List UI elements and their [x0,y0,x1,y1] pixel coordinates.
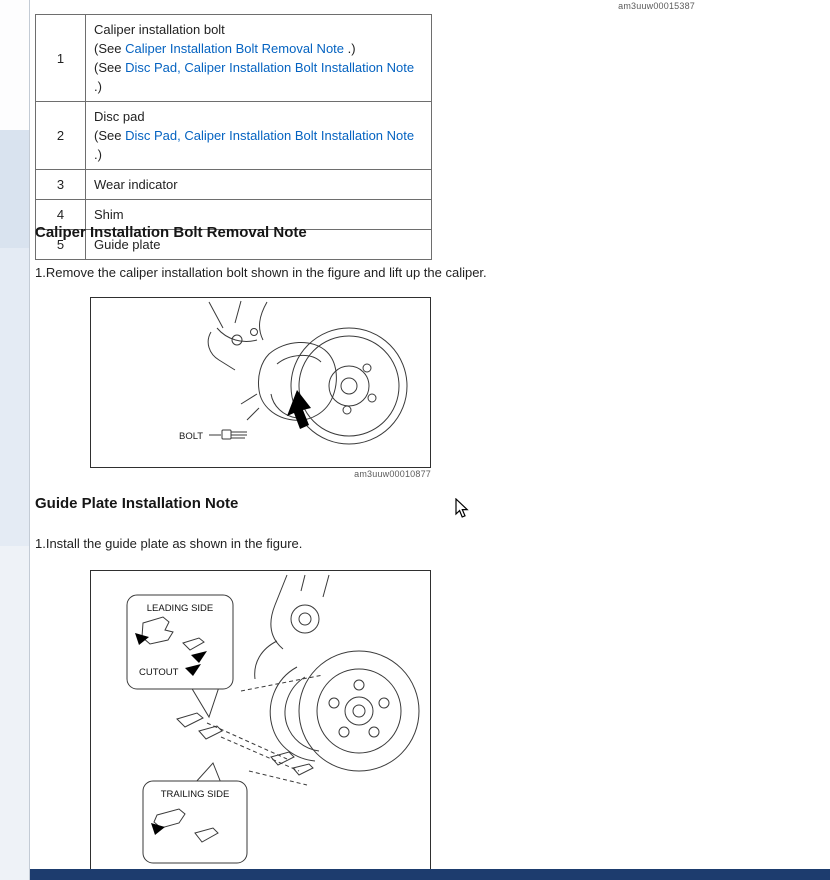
table-row [36,170,432,200]
side-strip-segment [0,0,29,130]
see-note-line [94,39,423,58]
background-window-bottom-edge [30,869,830,880]
see-suffix: .) [344,41,356,56]
link-caliper-installation-bolt-removal-note[interactable]: Caliper Installation Bolt Removal Note [125,41,345,56]
see-note-line [94,126,423,164]
figure-reference-code: am3uuw00010877 [354,469,431,479]
part-description-cell [86,15,432,102]
part-number: 1 [36,15,86,102]
side-strip-segment [0,546,29,880]
part-description-cell [86,170,432,200]
bolt-direction-arrow [287,390,311,429]
figure-caliper-bolt-removal [90,297,431,468]
part-name: Wear indicator [94,177,178,192]
link-disc-pad-caliper-installation-bolt-installation-note[interactable]: Disc Pad, Caliper Installation Bolt Installation Note [125,128,415,143]
leading-side-callout [127,595,233,717]
part-name: Guide plate [94,237,161,252]
figure-guide-plate-installation [90,570,431,870]
see-prefix: (See [94,60,126,75]
figure2-cutout-label: CUTOUT [139,667,179,678]
see-note-line [94,58,423,96]
part-number: 3 [36,170,86,200]
figure2-leading-side-label: LEADING SIDE [146,603,214,614]
trailing-side-callout [143,763,247,863]
page-reference-code: am3uuw00015387 [618,1,695,11]
table-row [36,102,432,170]
figure1-bolt-label: BOLT [179,431,204,442]
see-suffix: .) [94,147,102,162]
part-name: Disc pad [94,109,145,124]
background-window-edge [0,0,30,880]
table-row [36,15,432,102]
guide-plate-drawing [91,571,430,869]
side-strip-segment [0,130,29,248]
part-number: 5 [36,230,86,260]
side-strip-segment [0,248,29,546]
link-disc-pad-caliper-installation-bolt-installation-note[interactable]: Disc Pad, Caliper Installation Bolt Installation Note [125,60,415,75]
caliper-drawing [91,298,430,467]
step-text: 1.Install the guide plate as shown in the figure. [35,536,303,551]
part-name: Caliper installation bolt [94,22,225,37]
heading-caliper-installation-bolt-removal-note: Caliper Installation Bolt Removal Note [35,224,307,241]
step-text: 1.Remove the caliper installation bolt shown in the figure and lift up the caliper. [35,265,487,280]
see-suffix: .) [94,79,102,94]
part-description-cell [86,102,432,170]
figure2-trailing-side-label: TRAILING SIDE [160,789,230,800]
part-number: 2 [36,102,86,170]
see-prefix: (See [94,128,126,143]
part-number: 4 [36,200,86,230]
heading-guide-plate-installation-note: Guide Plate Installation Note [35,495,239,512]
mouse-cursor-icon [455,498,469,519]
part-name: Shim [94,207,124,222]
see-prefix: (See [94,41,126,56]
bolt-drawing [209,430,247,439]
